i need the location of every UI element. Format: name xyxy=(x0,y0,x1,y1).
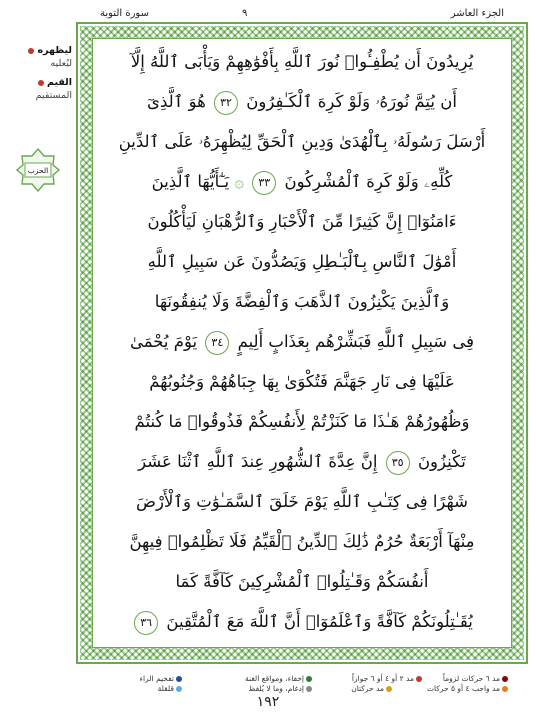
margin-note-2 xyxy=(4,76,72,102)
margin-note-word: ليظهره xyxy=(37,45,72,56)
legend-item xyxy=(248,684,312,693)
line-text: مِنْهَآ أَرْبَعَةٌ حُرُمٌ ذَٰلِكَ ٱلدِّينُ ٱلْقَيِّمُ فَلَا تَظْلِمُوا۟ فِيهِنَّ xyxy=(129,532,475,551)
line-text: أَنفُسَكُمْ وَقَـٰتِلُوا۟ ٱلْمُشْرِكِينَ كَآفَّةً كَمَا xyxy=(175,572,429,591)
line-text: يُرِيدُونَ أَن يُطْفِـُٔوا۟ نُورَ ٱللَّهِ بِأَفْوَٰهِهِمْ وَيَأْبَى ٱللَّهُ إِلَّآ xyxy=(130,52,474,71)
header-page-digit: ٩ xyxy=(242,8,248,19)
legend-label: مد واجب ٤ أو ٥ حركات xyxy=(426,684,500,693)
ayah-number-marker: ٣٦ xyxy=(134,611,158,635)
legend-item xyxy=(352,674,422,683)
text-line-9 xyxy=(100,362,504,402)
note-dot-icon xyxy=(38,80,44,86)
hizb-label: الحزب xyxy=(27,166,49,175)
line-text: هُوَ ٱلَّذِىٓ xyxy=(147,92,206,111)
quran-text xyxy=(100,42,504,642)
line-text: أَمْوَٰلَ ٱلنَّاسِ بِٱلْبَـٰطِلِ وَيَصُدُّونَ عَن سَبِيلِ ٱللَّهِ xyxy=(147,252,457,271)
text-line-1 xyxy=(100,42,504,82)
margin-note-meaning: المستقيم xyxy=(35,90,72,101)
line-text: تَكْنِزُونَ xyxy=(417,452,466,471)
note-dot-icon xyxy=(28,48,34,54)
legend-dot-icon xyxy=(416,676,422,682)
line-text: عَلَيْهَا فِى نَارِ جَهَنَّمَ فَتُكْوَىٰ بِهَا جِبَاهُهُمْ وَجُنُوبُهُمْ xyxy=(149,372,455,391)
legend-dot-icon xyxy=(176,676,182,682)
margin-note-1 xyxy=(4,44,72,70)
legend-label: مد ٦ حركات لزوماً xyxy=(442,674,500,683)
line-text: يُقَـٰتِلُونَكُمْ كَآفَّةً وَٱعْلَمُوٓا۟ أَنَّ ٱللَّهَ مَعَ ٱلْمُتَّقِينَ xyxy=(166,612,473,631)
legend-label: مد ٢ أو ٤ أو ٦ جوازاً xyxy=(351,674,414,683)
text-line-4 xyxy=(100,162,504,202)
legend-dot-icon xyxy=(306,676,312,682)
text-line-10 xyxy=(100,402,504,442)
line-text: شَهْرًا فِى كِتَـٰبِ ٱللَّهِ يَوْمَ خَلَقَ ٱلسَّمَـٰوَٰتِ وَٱلْأَرْضَ xyxy=(136,492,468,511)
text-line-11 xyxy=(100,442,504,482)
ayah-number-marker: ٣٣ xyxy=(252,171,276,195)
legend-dot-icon xyxy=(306,686,312,692)
text-line-13 xyxy=(100,522,504,562)
text-line-7 xyxy=(100,282,504,322)
line-text: يَـٰٓأَيُّهَا ٱلَّذِينَ xyxy=(151,172,230,191)
hizb-badge-icon xyxy=(16,148,60,192)
legend-item xyxy=(427,684,508,693)
legend-item xyxy=(140,674,182,683)
line-text: أَن يُتِمَّ نُورَهُۥ وَلَوْ كَرِهَ ٱلْكَـٰفِرُونَ xyxy=(246,92,457,111)
line-text: يَوْمَ يُحْمَىٰ xyxy=(129,332,198,351)
legend-item xyxy=(245,674,312,683)
line-text: كُلِّهِۦ وَلَوْ كَرِهَ ٱلْمُشْرِكُونَ xyxy=(284,172,453,191)
line-text: وَظُهُورُهُمْ هَـٰذَا مَا كَنَزْتُمْ لِأَنفُسِكُمْ فَذُوقُوا۟ مَا كُنتُمْ xyxy=(134,412,470,431)
margin-note-meaning: ليُعليه xyxy=(50,58,72,69)
legend-item xyxy=(351,684,392,693)
legend-item xyxy=(443,674,508,683)
text-line-3 xyxy=(100,122,504,162)
legend-dot-icon xyxy=(176,686,182,692)
legend-dot-icon xyxy=(502,676,508,682)
text-line-8 xyxy=(100,322,504,362)
ayah-number-marker: ٣٢ xyxy=(214,91,238,115)
legend-label: إخفاء، ومواقع الغنة xyxy=(245,674,304,683)
tajweed-legend xyxy=(92,674,512,692)
text-line-14 xyxy=(100,562,504,602)
text-line-2 xyxy=(100,82,504,122)
sajda-rub-icon: ۞ xyxy=(234,172,244,191)
margin-note-word: القيم xyxy=(47,77,72,88)
legend-dot-icon xyxy=(386,686,392,692)
legend-label: تفخيم الراء xyxy=(139,674,174,683)
ayah-number-marker: ٣٥ xyxy=(386,451,410,475)
legend-item xyxy=(158,684,182,693)
text-line-5 xyxy=(100,202,504,242)
legend-label: مد حركتان xyxy=(351,684,384,693)
text-line-15 xyxy=(100,602,504,642)
line-text: إِنَّ عِدَّةَ ٱلشُّهُورِ عِندَ ٱللَّهِ ٱثْنَا عَشَرَ xyxy=(138,452,378,471)
legend-label: قلقلة xyxy=(157,684,174,693)
text-line-12 xyxy=(100,482,504,522)
line-text: وَٱلَّذِينَ يَكْنِزُونَ ٱلذَّهَبَ وَٱلْفِضَّةَ وَلَا يُنفِقُونَهَا xyxy=(154,292,450,311)
juz-title: الجزء العاشر xyxy=(450,8,504,19)
legend-label: إدغام، وما لا يُلفظ xyxy=(248,684,304,693)
line-text: فِى سَبِيلِ ٱللَّهِ فَبَشِّرْهُم بِعَذَابٍ أَلِيمٍ xyxy=(237,332,475,351)
ayah-number-marker: ٣٤ xyxy=(205,331,229,355)
legend-dot-icon xyxy=(502,686,508,692)
line-text: ءَامَنُوٓا۟ إِنَّ كَثِيرًا مِّنَ ٱلْأَحْبَارِ وَٱلرُّهْبَانِ لَيَأْكُلُونَ xyxy=(147,212,457,231)
text-line-6 xyxy=(100,242,504,282)
page-number: ١٩٢ xyxy=(256,694,280,710)
line-text: أَرْسَلَ رَسُولَهُۥ بِٱلْهُدَىٰ وَدِينِ ٱلْحَقِّ لِيُظْهِرَهُۥ عَلَى ٱلدِّينِ xyxy=(118,132,486,151)
surah-title: سورة التوبة xyxy=(100,8,149,19)
